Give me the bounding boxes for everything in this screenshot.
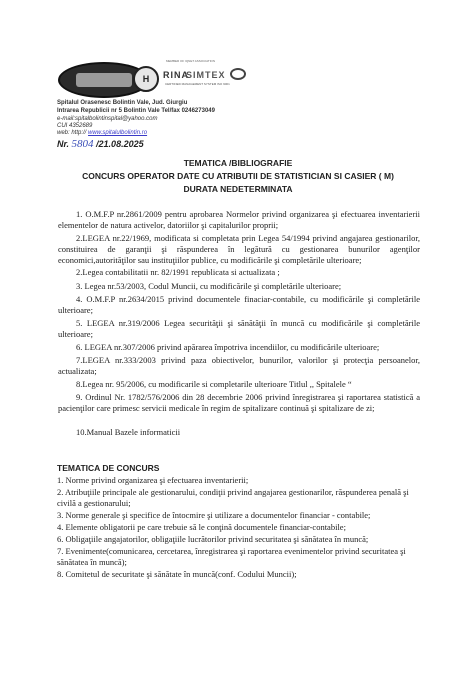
simtex-logo: SIMTEX	[186, 70, 226, 80]
rina-logo: RINA	[163, 70, 189, 80]
bibliography-item: 5. LEGEA nr.319/2006 Legea securităţii şi sănătăţii în muncă cu modificările şi completările ulterioare;	[58, 318, 420, 340]
bibliography-item: 2.Legea contabilitatii nr. 82/1991 republicata si actualizata ;	[76, 267, 280, 277]
hospital-name: Spitalul Orasenesc Bolintin Vale, Jud. Giurgiu	[57, 100, 188, 106]
bibliography-item: 9. Ordinul Nr. 1782/576/2006 din 28 decembrie 2006 privind înregistrarea şi raportarea statistică a pacienţilor care primesc servicii medicale în regim de spitalizare continuă şi spitalizare de zi;	[58, 392, 420, 414]
bibliography-item: 8.Legea nr. 95/2006, cu modificarile si completarile ulterioare Titlul ,, Spitalele “	[76, 379, 352, 389]
simtex-ring-icon	[230, 68, 246, 80]
nr-handwritten: 5804	[71, 138, 94, 150]
hospital-web	[57, 130, 147, 136]
nr-label: Nr.	[57, 139, 70, 149]
nr-date: /21.08.2025	[96, 139, 144, 149]
hospital-email: e-mail:spitalbolintinspital@yahoo.com	[57, 116, 158, 122]
title-line-1: TEMATICA /BIBLIOGRAFIE	[183, 158, 293, 168]
certification-seal-icon: H	[133, 66, 159, 92]
tematica-item: 7. Evenimente(comunicarea, cercetarea, înregistrarea şi raportarea evenimentelor privind securitatea şi sănătatea în muncă);	[57, 546, 406, 568]
title-line-3: DURATA NEDETERMINATA	[183, 184, 293, 194]
hospital-cui: CUI 4352689	[57, 123, 93, 129]
bibliography-item: 3. Legea nr.53/2003, Codul Muncii, cu modificările şi completările ulterioare;	[76, 281, 342, 291]
hospital-address: Intrarea Republicii nr 5 Bolintin Vale Tel/fax 0246273049	[57, 108, 215, 114]
tematica-item: 6. Obligaţiile angajatorilor, obligaţiile lucrătorilor privind securitatea şi sănătatea în muncă;	[57, 534, 369, 544]
title-line-2: CONCURS OPERATOR DATE CU ATRIBUTII DE STATISTICIAN SI CASIER ( M)	[82, 171, 394, 181]
logo-caption-top: MEMBER OF IQNET ASSOCIATION	[166, 59, 216, 63]
tematica-item: 2. Atribuţiile principale ale gestionarului, condiţii privind angajarea gestionarilor, răspunderea penală şi civilă a gestionarului;	[57, 487, 409, 509]
bibliography-item: 1. O.M.F.P nr.2861/2009 pentru aprobarea Normelor privind organizarea şi efectuarea inventarierii elementelor de natura activelor, datoriilor şi capitalurilor proprii;	[58, 209, 420, 231]
tematica-item: 1. Norme privind organizarea şi efectuarea inventarierii;	[57, 475, 249, 485]
web-link[interactable]: www.spitalulbolintin.ro	[88, 130, 148, 136]
bibliography-item: 2.LEGEA nr.22/1969, modificata si completata prin Legea 54/1994 privind angajarea gestionarilor, constituirea de garanţii şi răspunderea în legătură cu gestionarea bunurilor agenţilor economici,autorităţilor sau instituţiilor publice, cu modificările şi completările ulterioare;	[58, 233, 420, 266]
tematica-item: 4. Elemente obligatorii pe care trebuie să le conţină documentele financiar-contabile;	[57, 522, 346, 532]
bibliography-item: 10.Manual Bazele informaticii	[76, 427, 181, 437]
tematica-heading: TEMATICA DE CONCURS	[57, 463, 160, 473]
bibliography-item: 7.LEGEA nr.333/2003 privind paza obiectivelor, bunurilor, valorilor şi protecţia persoanelor, actualizata;	[58, 355, 420, 377]
bibliography-item: 6. LEGEA nr.307/2006 privind apărarea împotriva incendiilor, cu modificările ulterioare;	[76, 342, 380, 352]
logo-caption-bottom: CERTIFIED MANAGEMENT SYSTEM ISO 9001	[165, 82, 230, 86]
web-prefix: web: http://	[57, 130, 87, 136]
tematica-item: 8. Comitetul de securitate şi sănătate în muncă(conf. Codului Muncii);	[57, 569, 297, 579]
tematica-item: 3. Norme generale şi specifice de întocmire şi utilizare a documentelor financiar - contabile;	[57, 510, 371, 520]
registration-number	[57, 138, 144, 150]
bibliography-item: 4. O.M.F.P nr.2634/2015 privind documentele finaciar-contabile, cu modificările şi completările ulterioare;	[58, 294, 420, 316]
